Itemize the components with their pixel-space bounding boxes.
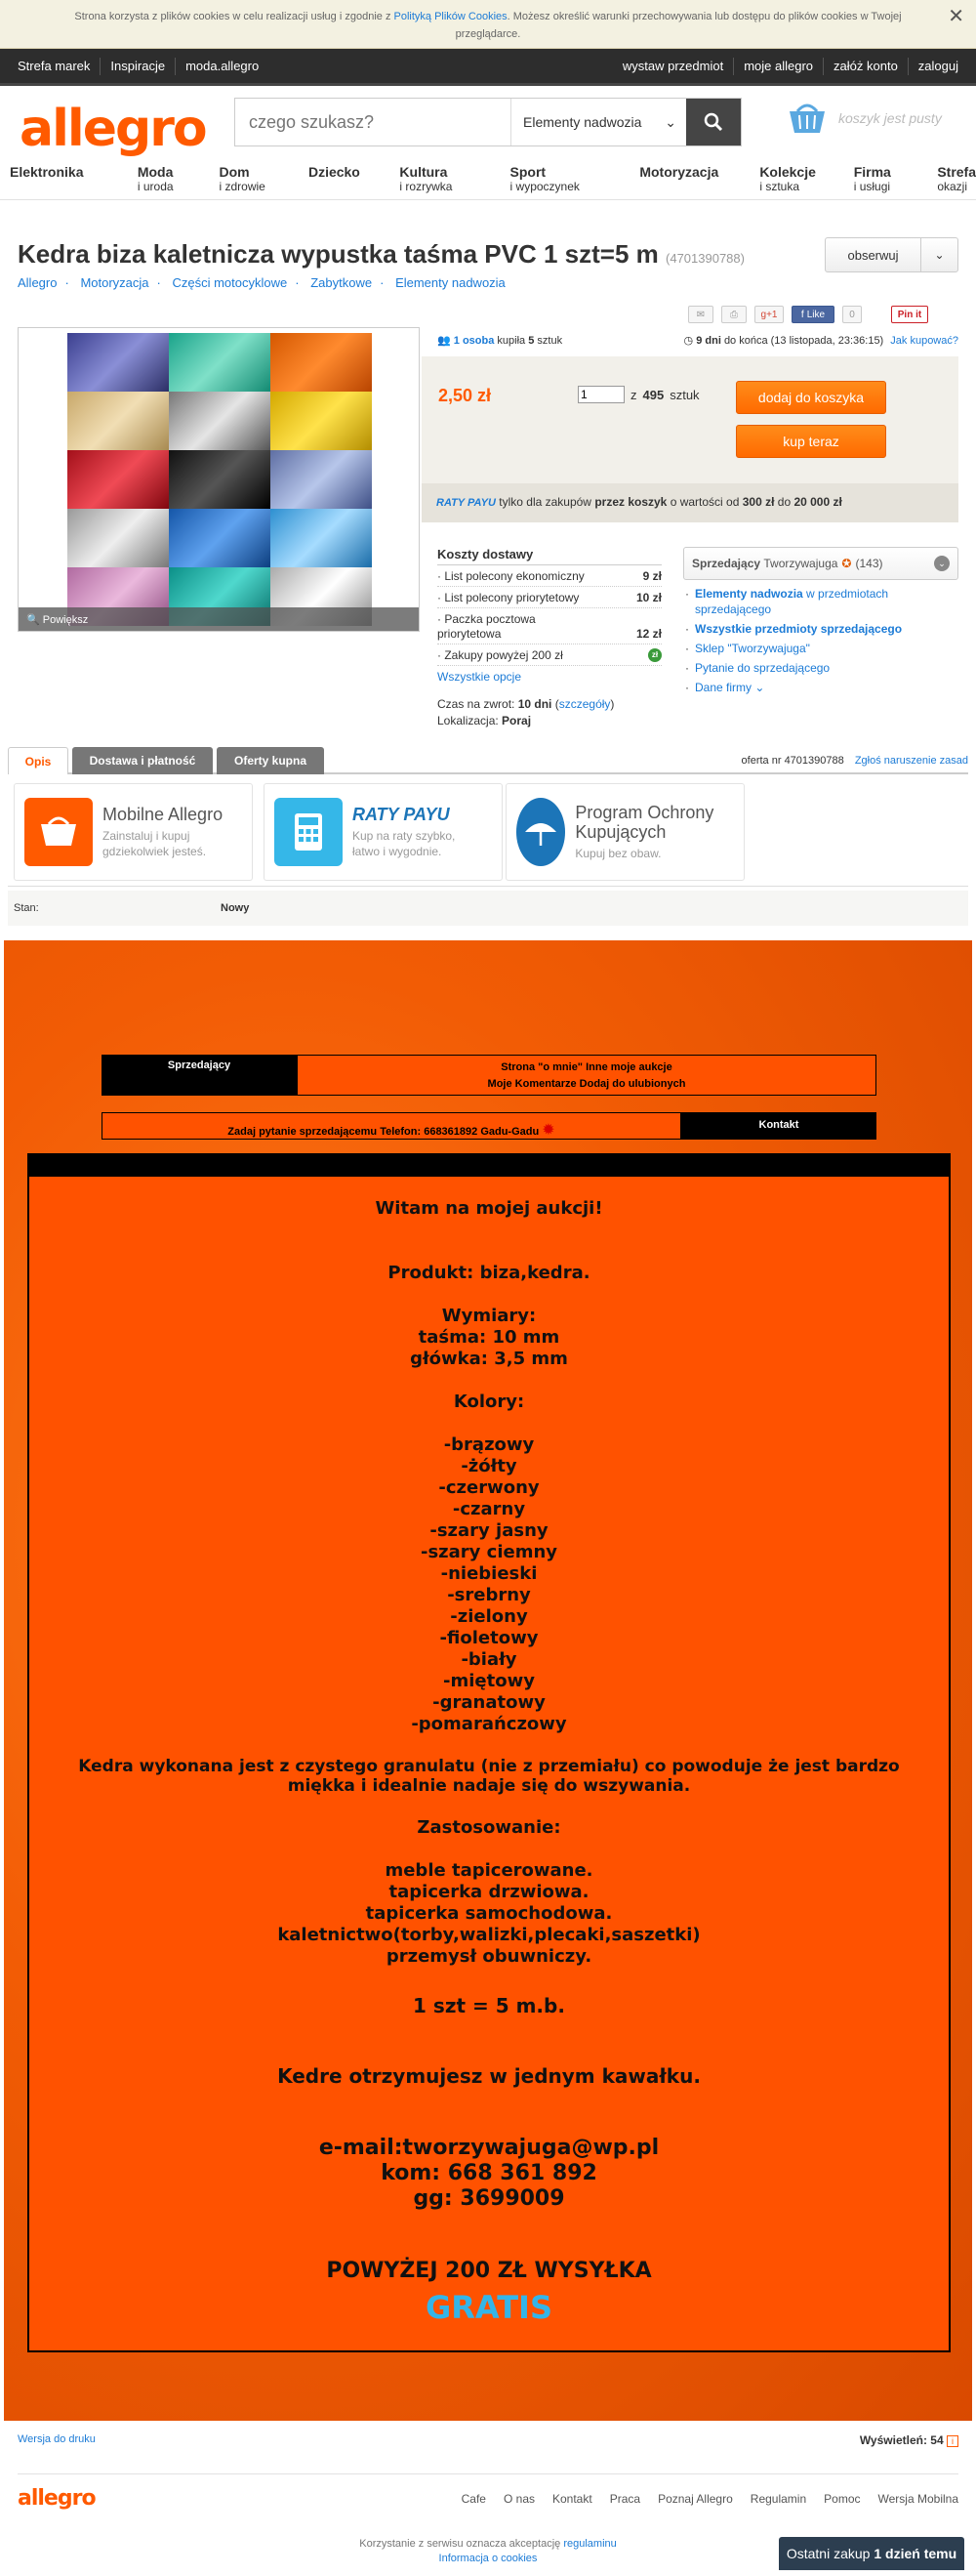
quantity-input[interactable] bbox=[578, 386, 625, 403]
top-bar-right bbox=[613, 58, 968, 75]
desc-color: -pomarańczowy bbox=[411, 1714, 567, 1734]
seller-header[interactable] bbox=[683, 547, 958, 580]
flower-icon: ✹ bbox=[542, 1122, 555, 1139]
desc-usage-item: przemysł obuwniczy. bbox=[386, 1946, 592, 1967]
shipping-price: 12 zł bbox=[635, 627, 662, 641]
buy-now-button[interactable]: kup teraz bbox=[736, 425, 886, 458]
top-link-moda[interactable]: moda.allegro bbox=[185, 58, 260, 73]
desc-color: -żółty bbox=[461, 1456, 517, 1476]
facebook-like-count: 0 bbox=[842, 306, 862, 323]
top-link-zaloz-konto[interactable]: załóż konto bbox=[823, 58, 908, 75]
page-title bbox=[18, 239, 958, 270]
top-link-zaloguj[interactable]: zaloguj bbox=[908, 58, 968, 75]
cookie-policy-link[interactable]: Polityką Plików Cookies bbox=[393, 11, 508, 22]
shipping-row bbox=[437, 648, 662, 666]
desc-color: -brązowy bbox=[443, 1434, 535, 1455]
desc-usage bbox=[29, 1860, 949, 1968]
chevron-down-icon[interactable]: ⌄ bbox=[934, 556, 950, 571]
condition-row bbox=[8, 891, 968, 926]
quantity bbox=[578, 386, 700, 403]
buyers-unit: sztuk bbox=[537, 335, 563, 347]
raty-bold: 20 000 zł bbox=[793, 495, 842, 509]
promo-raty[interactable] bbox=[264, 783, 503, 881]
zoom-button[interactable]: 🔍 Powiększ bbox=[19, 607, 419, 631]
shipping-row bbox=[437, 612, 662, 644]
category-2[interactable] bbox=[219, 159, 307, 199]
print-icon[interactable]: ⎙ bbox=[721, 306, 747, 323]
cookie-banner bbox=[0, 0, 976, 49]
search-icon bbox=[704, 112, 723, 132]
desc-gratis: GRATIS bbox=[426, 2289, 552, 2326]
location-label: Lokalizacja: bbox=[437, 714, 499, 727]
promo-sub: Kupuj bez obaw. bbox=[575, 847, 662, 860]
print-link[interactable]: Wersja do druku bbox=[18, 2433, 96, 2445]
footer-link[interactable]: O nas bbox=[503, 2491, 535, 2506]
close-icon[interactable]: ✕ bbox=[948, 6, 964, 27]
qty-of: z bbox=[630, 387, 637, 402]
social-bar bbox=[688, 306, 928, 323]
desc-color: -biały bbox=[461, 1649, 517, 1670]
category-name: Firma bbox=[853, 164, 891, 180]
desc-dim: główka: 3,5 mm bbox=[410, 1349, 568, 1369]
seller-link-bold: Elementy nadwozia bbox=[695, 587, 803, 601]
breadcrumb-item[interactable]: Zabytkowe bbox=[310, 275, 373, 290]
category-sub: i wypoczynek bbox=[509, 180, 580, 193]
category-name: Sport bbox=[509, 164, 547, 180]
shipping-price: 9 zł bbox=[642, 569, 662, 583]
shipping-name: · List polecony priorytetowy bbox=[437, 591, 579, 605]
report-link[interactable]: Zgłoś naruszenie zasad bbox=[854, 755, 968, 767]
category-name: Strefa bbox=[937, 164, 976, 180]
allegro-logo[interactable]: allegro bbox=[20, 100, 206, 158]
add-to-cart-button[interactable]: dodaj do koszyka bbox=[736, 381, 886, 414]
category-name: Elektronika bbox=[10, 164, 84, 180]
shipping-name: · List polecony ekonomiczny bbox=[437, 569, 585, 584]
footer-links bbox=[462, 2492, 958, 2506]
terms-link[interactable]: regulaminu bbox=[563, 2538, 617, 2550]
category-7[interactable] bbox=[759, 159, 853, 199]
category-0[interactable] bbox=[10, 159, 138, 199]
desc-product: Produkt: biza,kedra. bbox=[387, 1263, 590, 1283]
seller-name[interactable]: Tworzywajuga bbox=[763, 557, 838, 570]
qty-unit: sztuk bbox=[670, 387, 700, 402]
category-name: Moda bbox=[137, 164, 174, 180]
footer bbox=[18, 2473, 958, 2522]
desc-usage-item: tapicerka drzwiowa. bbox=[388, 1882, 590, 1902]
location-info bbox=[437, 714, 662, 727]
breadcrumb-item[interactable]: Części motocyklowe bbox=[172, 275, 288, 290]
category-sub: okazji bbox=[937, 180, 967, 193]
umbrella-icon bbox=[516, 798, 565, 866]
category-8[interactable] bbox=[854, 159, 938, 199]
chevron-down-icon[interactable]: ⌄ bbox=[920, 238, 957, 271]
gplus-button[interactable]: g+1 bbox=[754, 306, 784, 323]
desc-gg: gg: 3699009 bbox=[413, 2186, 565, 2211]
top-link-inspiracje[interactable]: Inspiracje bbox=[101, 58, 176, 75]
category-nav bbox=[0, 159, 976, 200]
condition-label: Stan: bbox=[14, 902, 39, 914]
auction-description bbox=[4, 940, 972, 2421]
raty-logo: RATY PAYU bbox=[436, 497, 496, 509]
desc-links bbox=[297, 1055, 876, 1096]
promo-title: Mobilne Allegro bbox=[102, 805, 224, 824]
desc-color: -niebieski bbox=[440, 1563, 538, 1584]
seller-link[interactable] bbox=[683, 680, 958, 695]
buyers-info: 👥 1 osoba kupiła 5 sztuk bbox=[437, 335, 563, 347]
category-sub: i sztuka bbox=[759, 180, 799, 193]
category-name: Dom bbox=[219, 164, 250, 180]
offer-info bbox=[742, 755, 968, 767]
shipping-row bbox=[437, 591, 662, 608]
promo-sub: Zainstaluj i kupuj bbox=[102, 829, 190, 843]
condition-value: Nowy bbox=[221, 902, 250, 914]
promo-sub: Kup na raty szybko, bbox=[352, 829, 456, 843]
raty-text: o wartości od bbox=[667, 495, 743, 509]
raty-text: do bbox=[774, 495, 794, 509]
shipping-costs bbox=[437, 547, 662, 727]
desc-dim: taśma: 10 mm bbox=[418, 1327, 560, 1348]
product-title: Kedra biza kaletnicza wypustka taśma PVC 1 szt=5 m bbox=[18, 239, 659, 269]
last-purchase-value: 1 dzień temu bbox=[874, 2546, 957, 2561]
breadcrumb-item[interactable]: Elementy nadwozia bbox=[395, 275, 506, 290]
zoom-label: Powiększ bbox=[42, 614, 89, 626]
shipping-price: 10 zł bbox=[635, 591, 662, 604]
seller-links bbox=[683, 586, 958, 695]
cart[interactable] bbox=[786, 100, 942, 137]
chevron-down-icon: ⌄ bbox=[665, 113, 676, 130]
email-icon[interactable]: ✉ bbox=[688, 306, 713, 323]
desc-links-row2[interactable]: Moje Komentarze Dodaj do ulubionych bbox=[487, 1078, 686, 1090]
category-name: Dziecko bbox=[307, 164, 360, 180]
desc-free-ship: POWYŻEJ 200 ZŁ WYSYŁKA bbox=[326, 2259, 652, 2283]
star-icon: ✪ bbox=[841, 557, 852, 570]
info-icon: i bbox=[947, 2435, 958, 2447]
seller-box bbox=[683, 547, 958, 699]
desc-contact-tab[interactable]: Kontakt bbox=[681, 1112, 876, 1140]
cart-status: koszyk jest pusty bbox=[838, 110, 942, 126]
buyers-text: kupiła bbox=[497, 335, 526, 347]
top-bar bbox=[0, 49, 976, 86]
title-row bbox=[18, 239, 958, 270]
desc-usage-item: tapicerka samochodowa. bbox=[365, 1903, 613, 1924]
breadcrumb-item[interactable]: Motoryzacja bbox=[80, 275, 149, 290]
terms-text: Korzystanie z serwisu oznacza akceptację bbox=[359, 2538, 564, 2550]
return-details-link[interactable]: szczegóły bbox=[558, 697, 611, 711]
pinit-button[interactable]: Pin it bbox=[891, 306, 928, 323]
footer-link[interactable]: Kontakt bbox=[552, 2491, 592, 2506]
desc-unit: 1 szt = 5 m.b. bbox=[413, 1994, 565, 2017]
views-label: Wyświetleń: bbox=[859, 2433, 927, 2447]
desc-colors-title: Kolory: bbox=[453, 1392, 525, 1412]
facebook-like-label: Like bbox=[806, 309, 826, 320]
promo-sub: gdziekolwiek jesteś. bbox=[102, 845, 207, 858]
shipping-row bbox=[437, 569, 662, 587]
facebook-like-button[interactable]: f Like bbox=[792, 306, 834, 323]
desc-dims-title: Wymiary: bbox=[441, 1306, 537, 1326]
purchase-info bbox=[437, 334, 958, 347]
desc-welcome: Witam na mojej aukcji! bbox=[375, 1198, 603, 1219]
desc-color: -szary ciemny bbox=[420, 1542, 558, 1562]
desc-usage-title: Zastosowanie: bbox=[417, 1817, 561, 1838]
promo-row bbox=[8, 781, 968, 887]
desc-phone: kom: 668 361 892 bbox=[381, 2161, 597, 2185]
tab-dostawa[interactable]: Dostawa i płatność bbox=[72, 747, 213, 774]
top-link-strefa-marek[interactable]: Strefa marek bbox=[8, 58, 101, 75]
footer-logo[interactable]: allegro bbox=[18, 2486, 96, 2511]
desc-material: Kedra wykonana jest z czystego granulatu (nie z przemiału) co powoduje że jest bardzo miękka i idealnie nadaje się do wszywania. bbox=[78, 1757, 900, 1796]
search-input[interactable] bbox=[235, 99, 510, 145]
desc-question-text: Zadaj pytanie sprzedającemu Telefon: 668361892 Gadu-Gadu bbox=[227, 1126, 540, 1138]
cookie-text-2: . Możesz określić warunki przechowywania lub dostępu do plików cookies w Twojej bbox=[507, 11, 902, 22]
time-left: 9 dni bbox=[696, 335, 721, 347]
raty-bold: 300 zł bbox=[742, 495, 775, 509]
location-value: Poraj bbox=[502, 714, 532, 727]
product-gallery[interactable] bbox=[18, 327, 420, 632]
desc-color: -fioletowy bbox=[439, 1628, 539, 1648]
desc-one-piece: Kedre otrzymujesz w jednym kawałku. bbox=[277, 2064, 701, 2088]
chevron-down-icon: ⌄ bbox=[754, 681, 765, 694]
promo-ochrona[interactable] bbox=[506, 783, 745, 881]
seller-link-text: Dane firmy bbox=[695, 681, 752, 694]
desc-color: -srebrny bbox=[447, 1585, 531, 1605]
shipping-title: Koszty dostawy bbox=[437, 547, 662, 565]
seller-rating: (143) bbox=[855, 557, 883, 570]
seller-link-text: Sklep "Tworzywajuga" bbox=[695, 642, 810, 655]
category-4[interactable] bbox=[399, 159, 509, 199]
search-bar bbox=[234, 98, 742, 146]
breadcrumb: Allegro · Motoryzacja · Części motocyklowe · Zabytkowe · Elementy nadwozia bbox=[18, 275, 506, 290]
observe-button[interactable] bbox=[825, 237, 958, 272]
search-button[interactable] bbox=[686, 99, 741, 145]
last-purchase-text: Ostatni zakup bbox=[786, 2546, 871, 2561]
desc-colors bbox=[29, 1434, 949, 1735]
promo-title: Program Ochrony Kupujących bbox=[575, 803, 714, 842]
category-9[interactable] bbox=[937, 159, 976, 199]
shipping-name: · Paczka pocztowa priorytetowa bbox=[437, 612, 574, 642]
buy-box bbox=[422, 356, 958, 483]
buyers-link[interactable]: 1 osoba bbox=[453, 335, 495, 347]
all-options-link[interactable]: Wszystkie opcje bbox=[437, 670, 522, 684]
category-name: Kultura bbox=[399, 164, 448, 180]
return-value: 10 dni bbox=[517, 697, 552, 711]
seller-link-bold: Wszystkie przedmioty sprzedającego bbox=[695, 622, 903, 636]
footer-link[interactable]: Praca bbox=[609, 2491, 641, 2506]
basket-icon bbox=[24, 798, 93, 866]
how-to-buy-link[interactable]: Jak kupować? bbox=[890, 335, 958, 347]
last-purchase-badge bbox=[779, 2537, 964, 2570]
promo-mobile[interactable] bbox=[14, 783, 253, 881]
top-link-wystaw[interactable]: wystaw przedmiot bbox=[622, 58, 724, 73]
raty-bar bbox=[422, 483, 958, 522]
desc-email: e-mail:tworzywajuga@wp.pl bbox=[318, 2136, 660, 2160]
qty-max: 495 bbox=[642, 387, 665, 402]
product-image[interactable] bbox=[67, 333, 372, 626]
observe-label: obserwuj bbox=[847, 247, 899, 263]
calculator-icon bbox=[274, 798, 343, 866]
cookie-text-3: przeglądarce. bbox=[455, 28, 521, 40]
seller-link[interactable] bbox=[683, 621, 958, 637]
desc-color: -miętowy bbox=[443, 1671, 535, 1691]
description-content bbox=[27, 1153, 951, 2352]
tab-opis[interactable]: Opis bbox=[8, 747, 68, 774]
category-name: Kolekcje bbox=[759, 164, 816, 180]
free-shipping-icon: zł bbox=[648, 648, 662, 662]
cookies-info-link[interactable]: Informacja o cookies bbox=[438, 2553, 538, 2564]
raty-text: tylko dla zakupów bbox=[495, 495, 595, 509]
tab-oferty[interactable]: Oferty kupna bbox=[217, 747, 324, 774]
desc-usage-item: kaletnictwo(torby,walizki,plecaki,saszetki) bbox=[277, 1925, 701, 1945]
product-id: (4701390788) bbox=[666, 251, 745, 266]
category-1[interactable] bbox=[138, 159, 220, 199]
offer-number: oferta nr 4701390788 bbox=[741, 755, 844, 767]
desc-links-row1[interactable]: Strona "o mnie" Inne moje aukcje bbox=[501, 1061, 672, 1073]
seller-label: Sprzedający bbox=[692, 557, 761, 570]
search-category-select[interactable] bbox=[510, 99, 686, 145]
seller-link[interactable] bbox=[683, 641, 958, 656]
category-3[interactable] bbox=[308, 159, 399, 199]
views-value: 54 bbox=[930, 2433, 944, 2447]
price: 2,50 zł bbox=[438, 386, 492, 405]
footer-link[interactable]: Pomoc bbox=[824, 2491, 861, 2506]
footer-link[interactable]: Wersja Mobilna bbox=[877, 2491, 958, 2506]
footer-link[interactable]: Regulamin bbox=[750, 2491, 807, 2506]
views-counter bbox=[860, 2433, 958, 2447]
return-info: Czas na zwrot: 10 dni (szczegóły) bbox=[437, 697, 615, 711]
search-category-label: Elementy nadwozia bbox=[523, 114, 642, 130]
basket-icon bbox=[786, 100, 829, 137]
desc-usage-item: meble tapicerowane. bbox=[385, 1860, 593, 1881]
desc-question[interactable] bbox=[102, 1112, 681, 1140]
raty-bold: przez koszyk bbox=[594, 495, 668, 509]
desc-color: -granatowy bbox=[432, 1692, 546, 1713]
tab-bar bbox=[8, 747, 968, 774]
desc-color: -czerwony bbox=[438, 1477, 540, 1498]
desc-color: -zielony bbox=[450, 1606, 528, 1627]
category-6[interactable] bbox=[639, 159, 759, 199]
category-name: Motoryzacja bbox=[639, 164, 719, 180]
promo-sub: łatwo i wygodnie. bbox=[352, 845, 442, 858]
seller-link[interactable] bbox=[683, 660, 958, 676]
desc-color: -czarny bbox=[452, 1499, 526, 1519]
promo-title: RATY PAYU bbox=[352, 805, 450, 824]
top-link-moje-allegro[interactable]: moje allegro bbox=[733, 58, 823, 75]
return-label: Czas na zwrot: bbox=[437, 697, 515, 711]
category-5[interactable] bbox=[510, 159, 640, 199]
top-bar-left bbox=[8, 58, 268, 75]
time-info: ◷ 9 dni do końca (13 listopada, 23:36:15) Jak kupować? bbox=[683, 335, 958, 347]
seller-link[interactable] bbox=[683, 586, 958, 617]
header bbox=[0, 86, 976, 159]
footer-link[interactable]: Cafe bbox=[461, 2491, 486, 2506]
category-sub: i usługi bbox=[853, 180, 891, 193]
breadcrumb-item[interactable]: Allegro bbox=[18, 275, 58, 290]
desc-color: -szary jasny bbox=[429, 1520, 549, 1541]
time-end: do końca (13 listopada, 23:36:15) bbox=[723, 335, 884, 347]
cookie-text: Strona korzysta z plików cookies w celu realizacji usług i zgodnie z bbox=[74, 11, 394, 22]
shipping-name: · Zakupy powyżej 200 zł bbox=[437, 648, 563, 663]
category-sub: i rozrywka bbox=[399, 180, 453, 193]
footer-line bbox=[18, 2433, 958, 2447]
buyers-count: 5 bbox=[528, 335, 535, 347]
category-sub: i uroda bbox=[137, 180, 174, 193]
desc-seller-tab[interactable]: Sprzedający bbox=[102, 1055, 297, 1096]
category-sub: i zdrowie bbox=[219, 180, 265, 193]
footer-link[interactable]: Poznaj Allegro bbox=[658, 2491, 733, 2506]
seller-link-text: w przedmiotach sprzedającego bbox=[695, 587, 889, 616]
seller-link-text: Pytanie do sprzedającego bbox=[695, 661, 831, 675]
